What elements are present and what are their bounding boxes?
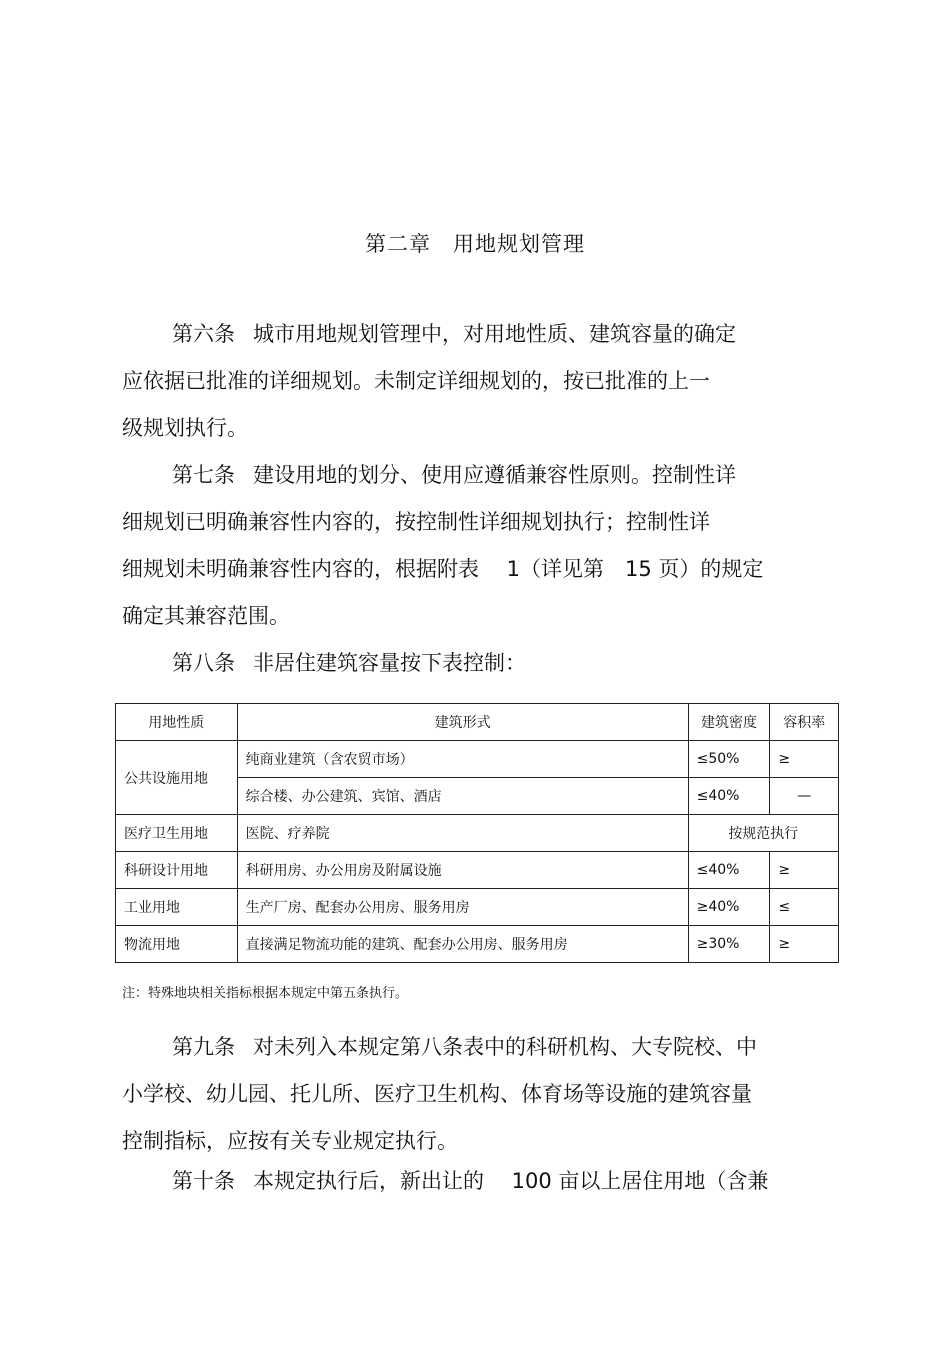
article-10-text-1: 本规定执行后，新出让的 100 亩以上居住用地（含兼 (253, 1169, 769, 1193)
table-row (116, 741, 839, 778)
article-6-text-1: 城市用地规划管理中，对用地性质、建筑容量的确定 (253, 322, 736, 346)
cell-density: ≥30% (688, 926, 770, 963)
chapter-title: 第二章 用地规划管理 (365, 232, 585, 256)
cell-density: ≤40% (688, 778, 770, 815)
cell-density: ≥40% (688, 889, 770, 926)
cell-density: ≤50% (688, 741, 770, 778)
table-header-row (116, 704, 839, 741)
article-10-line-1 (122, 1158, 842, 1205)
article-8-text: 非居住建筑容量按下表控制： (253, 651, 526, 675)
article-9-line-3: 控制指标，应按有关专业规定执行。 (122, 1129, 458, 1153)
table-row (116, 889, 839, 926)
cell-far: ≥ (770, 852, 839, 889)
cell-building-form: 直接满足物流功能的建筑、配套办公用房、服务用房 (237, 926, 688, 963)
cell-land-use: 公共设施用地 (116, 741, 238, 815)
cell-density: ≤40% (688, 852, 770, 889)
cell-land-use: 工业用地 (116, 889, 238, 926)
article-9-line-2: 小学校、幼儿园、托儿所、医疗卫生机构、体育场等设施的建筑容量 (122, 1082, 752, 1106)
header-land-use: 用地性质 (116, 704, 238, 741)
header-building-form: 建筑形式 (237, 704, 688, 741)
article-9 (122, 1024, 842, 1165)
article-9-label: 第九条 (172, 1035, 235, 1059)
article-10 (122, 1158, 842, 1205)
cell-land-use: 医疗卫生用地 (116, 815, 238, 852)
article-7-line-2: 细规划已明确兼容性内容的，按控制性详细规划执行；控制性详 (122, 510, 710, 534)
table-note: 注：特殊地块相关指标根据本规定中第五条执行。 (122, 986, 409, 1001)
article-8 (122, 640, 842, 687)
header-density: 建筑密度 (688, 704, 770, 741)
article-7-text-1: 建设用地的划分、使用应遵循兼容性原则。控制性详 (253, 463, 736, 487)
cell-building-form: 纯商业建筑（含农贸市场） (237, 741, 688, 778)
article-8-label: 第八条 (172, 651, 235, 675)
article-9-line-1 (122, 1024, 842, 1071)
article-6 (122, 311, 842, 452)
header-far: 容积率 (770, 704, 839, 741)
table-row (116, 852, 839, 889)
article-7-line-4: 确定其兼容范围。 (122, 604, 290, 628)
article-7 (122, 452, 842, 640)
article-6-line-1 (122, 311, 842, 358)
cell-land-use: 科研设计用地 (116, 852, 238, 889)
cell-land-use: 物流用地 (116, 926, 238, 963)
table-row (116, 926, 839, 963)
article-6-label: 第六条 (172, 322, 235, 346)
cell-far: ≥ (770, 741, 839, 778)
article-10-label: 第十条 (172, 1169, 235, 1193)
cell-merged-rule: 按规范执行 (688, 815, 838, 852)
article-6-line-3: 级规划执行。 (122, 416, 248, 440)
cell-far: ≥ (770, 926, 839, 963)
cell-building-form: 综合楼、办公建筑、宾馆、酒店 (237, 778, 688, 815)
capacity-table (115, 703, 839, 963)
article-7-label: 第七条 (172, 463, 235, 487)
cell-building-form: 科研用房、办公用房及附属设施 (237, 852, 688, 889)
cell-building-form: 生产厂房、配套办公用房、服务用房 (237, 889, 688, 926)
cell-far: — (770, 778, 839, 815)
table-row (116, 815, 839, 852)
article-9-text-1: 对未列入本规定第八条表中的科研机构、大专院校、中 (253, 1035, 757, 1059)
cell-far: ≤ (770, 889, 839, 926)
article-6-line-2: 应依据已批准的详细规划。未制定详细规划的，按已批准的上一 (122, 369, 710, 393)
article-7-line-3: 细规划未明确兼容性内容的，根据附表 1（详见第 15 页）的规定 (122, 557, 764, 581)
article-7-line-1 (122, 452, 842, 499)
cell-building-form: 医院、疗养院 (237, 815, 688, 852)
article-8-line-1 (122, 640, 842, 687)
